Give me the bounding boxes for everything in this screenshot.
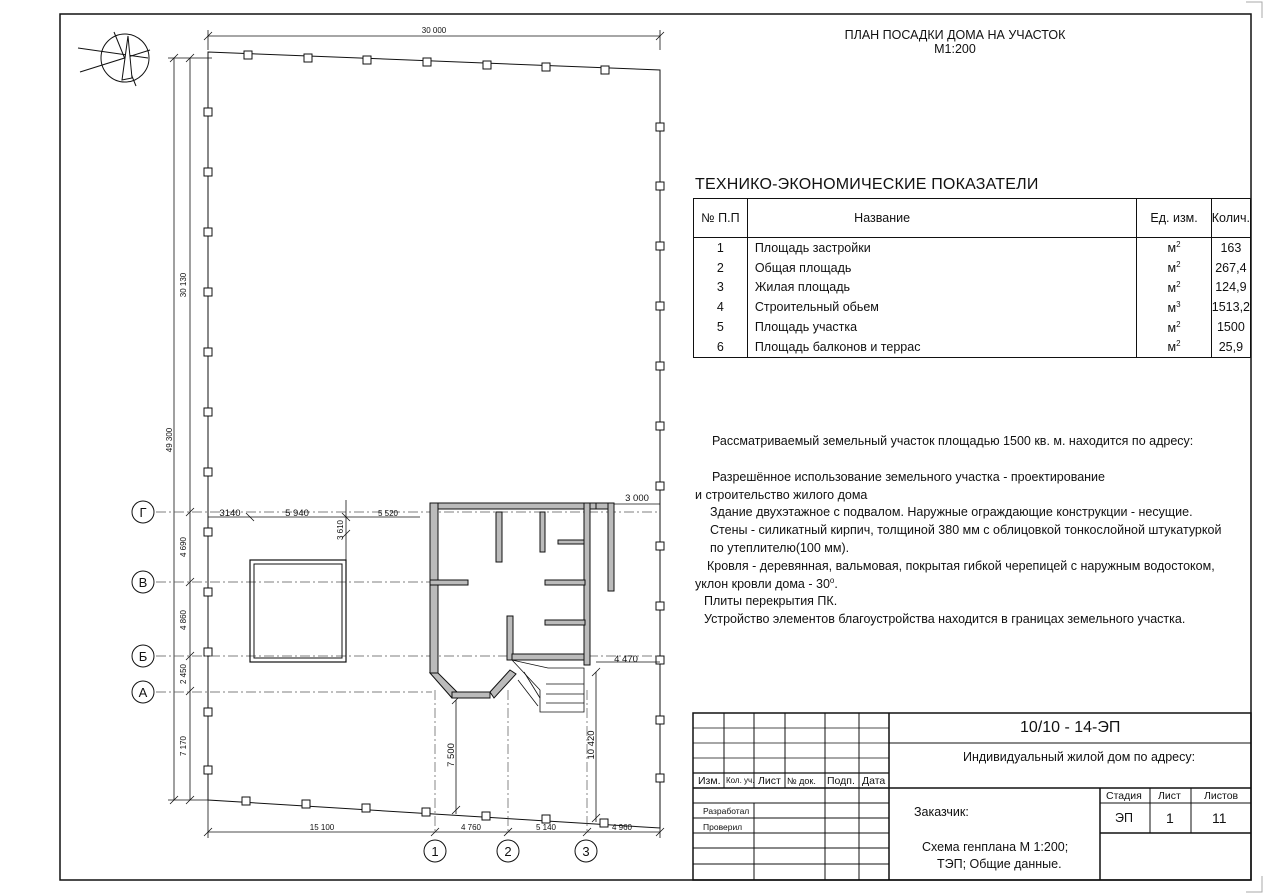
developed-label: Разработал — [703, 806, 750, 816]
note-roof: Кровля - деревянная, вальмовая, покрытая гибкой черепицей с наружным водостоком, — [707, 559, 1215, 573]
tep-heading: ТЕХНИКО-ЭКОНОМИЧЕСКИЕ ПОКАЗАТЕЛИ — [695, 176, 1039, 193]
axis-row-a: А — [138, 685, 148, 700]
table-row: 1 Площадь застройки $м^2$ 163 — [694, 238, 1251, 258]
note-address: Рассматриваемый земельный участок площадью 1500 кв. м. находится по адресу: — [712, 434, 1194, 448]
sheet-desc-1: Схема генплана М 1:200; — [922, 840, 1069, 854]
checked-label: Проверил — [703, 822, 743, 832]
svg-text:4 690: 4 690 — [179, 536, 188, 558]
svg-text:49 300: 49 300 — [165, 427, 174, 453]
svg-text:3 610: 3 610 — [336, 519, 345, 541]
svg-text:5 140: 5 140 — [535, 823, 557, 832]
svg-text:3 000: 3 000 — [625, 493, 649, 504]
axis-row-g: Г — [139, 505, 147, 520]
svg-text:4 470: 4 470 — [614, 654, 638, 665]
svg-text:2 450: 2 450 — [179, 663, 188, 685]
svg-text:10 420: 10 420 — [586, 730, 597, 760]
tep-table — [693, 198, 1251, 358]
svg-text:5 520: 5 520 — [377, 509, 399, 518]
col-data: Дата — [862, 775, 886, 787]
svg-text:4 960: 4 960 — [611, 823, 633, 832]
col-podp: Подп. — [827, 775, 855, 787]
col-izm: Изм. — [698, 775, 721, 787]
title-scale: М1:200 — [934, 42, 976, 56]
drawing-title — [790, 28, 1120, 56]
svg-text:15 100: 15 100 — [309, 823, 335, 832]
note-usage-2: и строительство жилого дома — [695, 488, 868, 502]
axis-col-1: 1 — [431, 844, 439, 859]
svg-text:7 500: 7 500 — [446, 743, 457, 767]
svg-text:30 130: 30 130 — [179, 272, 188, 298]
tep-header-row: № П.П Название Ед. изм. Колич. — [694, 199, 1251, 238]
dim-top: 30 000 — [421, 26, 447, 35]
axis-col-2: 2 — [504, 844, 512, 859]
sheet-value: 1 — [1166, 810, 1174, 826]
stage-label: Стадия — [1106, 790, 1142, 802]
col-kol: Кол. уч. — [726, 776, 755, 785]
table-row: 3 Жилая площадь $м^2$ 124,9 — [694, 278, 1251, 298]
table-row: 5 Площадь участка $м^2$ 1500 — [694, 317, 1251, 337]
table-row: 2 Общая площадь $м^2$ 267,4 — [694, 258, 1251, 278]
annex-building — [250, 560, 346, 662]
sheet-label: Лист — [1158, 790, 1181, 802]
axis-row-b: Б — [138, 649, 148, 664]
note-slabs: Плиты перекрытия ПК. — [704, 594, 838, 608]
col-list: Лист — [758, 775, 781, 787]
note-building: Здание двухэтажное с подвалом. Наружные ограждающие конструкции - несущие. — [710, 505, 1193, 519]
north-arrow-icon — [78, 32, 150, 86]
plot-boundary — [208, 52, 660, 828]
porch-steps — [512, 660, 584, 712]
customer-label: Заказчик: — [914, 805, 969, 819]
sheet-desc-2: ТЭП; Общие данные. — [937, 857, 1062, 871]
note-walls-2: по утеплителю(100 мм). — [710, 541, 850, 555]
doc-code: 10/10 - 14-ЭП — [1020, 719, 1121, 736]
note-landscape: Устройство элементов благоустройства находится в границах земельного участка. — [704, 612, 1186, 626]
note-walls: Стены - силикатный кирпич, толщиной 380 мм с облицовкой тонкослойной штукатуркой — [710, 523, 1222, 537]
house-plan — [430, 503, 614, 698]
table-row: 6 Площадь балконов и террас $м^2$ 25,9 — [694, 337, 1251, 357]
note-usage: Разрешённое использование земельного участка - проектирование — [712, 470, 1105, 484]
table-row: 4 Строительный обьем $м^3$ 1513,2 — [694, 297, 1251, 317]
note-roof-2: уклон кровли дома - $30^о$. — [695, 576, 838, 592]
object-name: Индивидуальный жилой дом по адресу: — [963, 750, 1196, 764]
svg-text:7 170: 7 170 — [179, 735, 188, 757]
stage-value: ЭП — [1115, 811, 1133, 825]
sheets-label: Листов — [1204, 790, 1239, 802]
title-line1: ПЛАН ПОСАДКИ ДОМА НА УЧАСТОК — [844, 28, 1066, 42]
svg-text:3140: 3140 — [219, 508, 241, 519]
svg-text:5 940: 5 940 — [285, 508, 309, 519]
svg-text:4 860: 4 860 — [179, 609, 188, 631]
col-doc: № док. — [787, 776, 816, 786]
svg-text:4 760: 4 760 — [460, 823, 482, 832]
boundary-posts — [204, 51, 664, 827]
axis-row-v: В — [138, 575, 148, 590]
sheets-value: 11 — [1212, 810, 1227, 826]
axis-col-3: 3 — [582, 844, 590, 859]
